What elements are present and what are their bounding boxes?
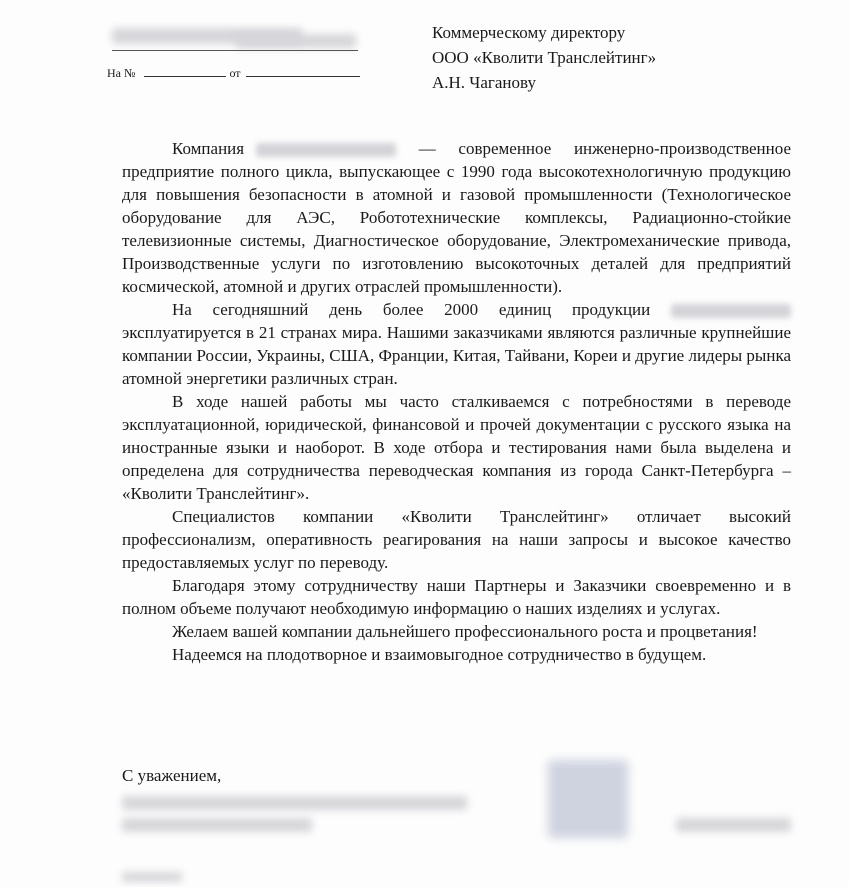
paragraph-cooperation: В ходе нашей работы мы часто сталкиваемся с потребностями в переводе эксплуатационной, юридической, финансовой и прочей документации с русского языка на иностранные языки и наоборот. В ходе отбора и тестирования нами была выделена и определена для сотрудничества переводческая компания из города Санкт-Петербурга – «Кволити Транслейтинг». bbox=[122, 392, 791, 503]
paragraph-company-intro bbox=[122, 137, 791, 298]
closing-salutation: С уважением, bbox=[122, 766, 222, 785]
redacted-company-name-2 bbox=[671, 304, 791, 318]
paragraph-products bbox=[122, 298, 791, 390]
signature-image bbox=[548, 760, 628, 838]
paragraph-2-rest: эксплуатируется в 21 странах мира. Нашими заказчиками являются различные крупнейшие компании России, Украины, США, Франции, Китая, Тайвани, Кореи и другие лидеры рынка атомной энергетики различных стран. bbox=[122, 323, 791, 388]
paragraph-professionalism: Специалистов компании «Кволити Транслейтинг» отличает высокий профессионализм, оперативность реагирования на наши запросы и высокое качество предоставляемых услуг по переводу. bbox=[122, 507, 791, 572]
addressee-company: ООО «Кволити Транслейтинг» bbox=[432, 48, 657, 67]
reference-number-label: На № bbox=[107, 66, 136, 80]
reference-number-blank bbox=[144, 66, 226, 77]
paragraph-partners: Благодаря этому сотрудничеству наши Партнеры и Заказчики своевременно и в полном объеме получают необходимую информацию о наших изделиях и услугах. bbox=[122, 576, 791, 618]
addressee-block bbox=[432, 20, 656, 95]
redacted-signer-company bbox=[122, 818, 312, 832]
redacted-footer bbox=[122, 872, 182, 882]
addressee-name: А.Н. Чаганову bbox=[432, 73, 536, 92]
redacted-signer-title bbox=[122, 796, 467, 810]
reference-date-blank bbox=[246, 66, 360, 77]
letterhead-underline bbox=[112, 50, 358, 51]
redacted-letterhead-date bbox=[236, 34, 356, 48]
reference-date-label: от bbox=[229, 66, 241, 80]
paragraph-2-start: На сегодняшний день более 2000 единиц продукции bbox=[172, 300, 671, 319]
reference-line bbox=[107, 66, 360, 81]
paragraph-hopes: Надеемся на плодотворное и взаимовыгодное сотрудничество в будущем. bbox=[172, 645, 707, 664]
paragraph-1-rest: — современное инженерно-производственное предприятие полного цикла, выпускающее с 1990 года высокотехнологичную продукцию для повышения безопасности в атомной и газовой промышленности (Технологическое оборудование для АЭС, Робототехнические комплексы, Радиационно-стойкие телевизионные системы, Диагностическое оборудование, Электромеханические привода, Производственные услуги по изготовлению высокоточных деталей для предприятий космической, атомной и других отраслей промышленности). bbox=[122, 139, 791, 296]
redacted-signer-name bbox=[676, 818, 791, 832]
addressee-position: Коммерческому директору bbox=[432, 23, 626, 42]
paragraph-1-start: Компания bbox=[172, 139, 245, 158]
letter-body bbox=[122, 137, 791, 666]
paragraph-wishes: Желаем вашей компании дальнейшего профессионального роста и процветания! bbox=[172, 622, 758, 641]
redacted-company-name bbox=[256, 143, 396, 157]
